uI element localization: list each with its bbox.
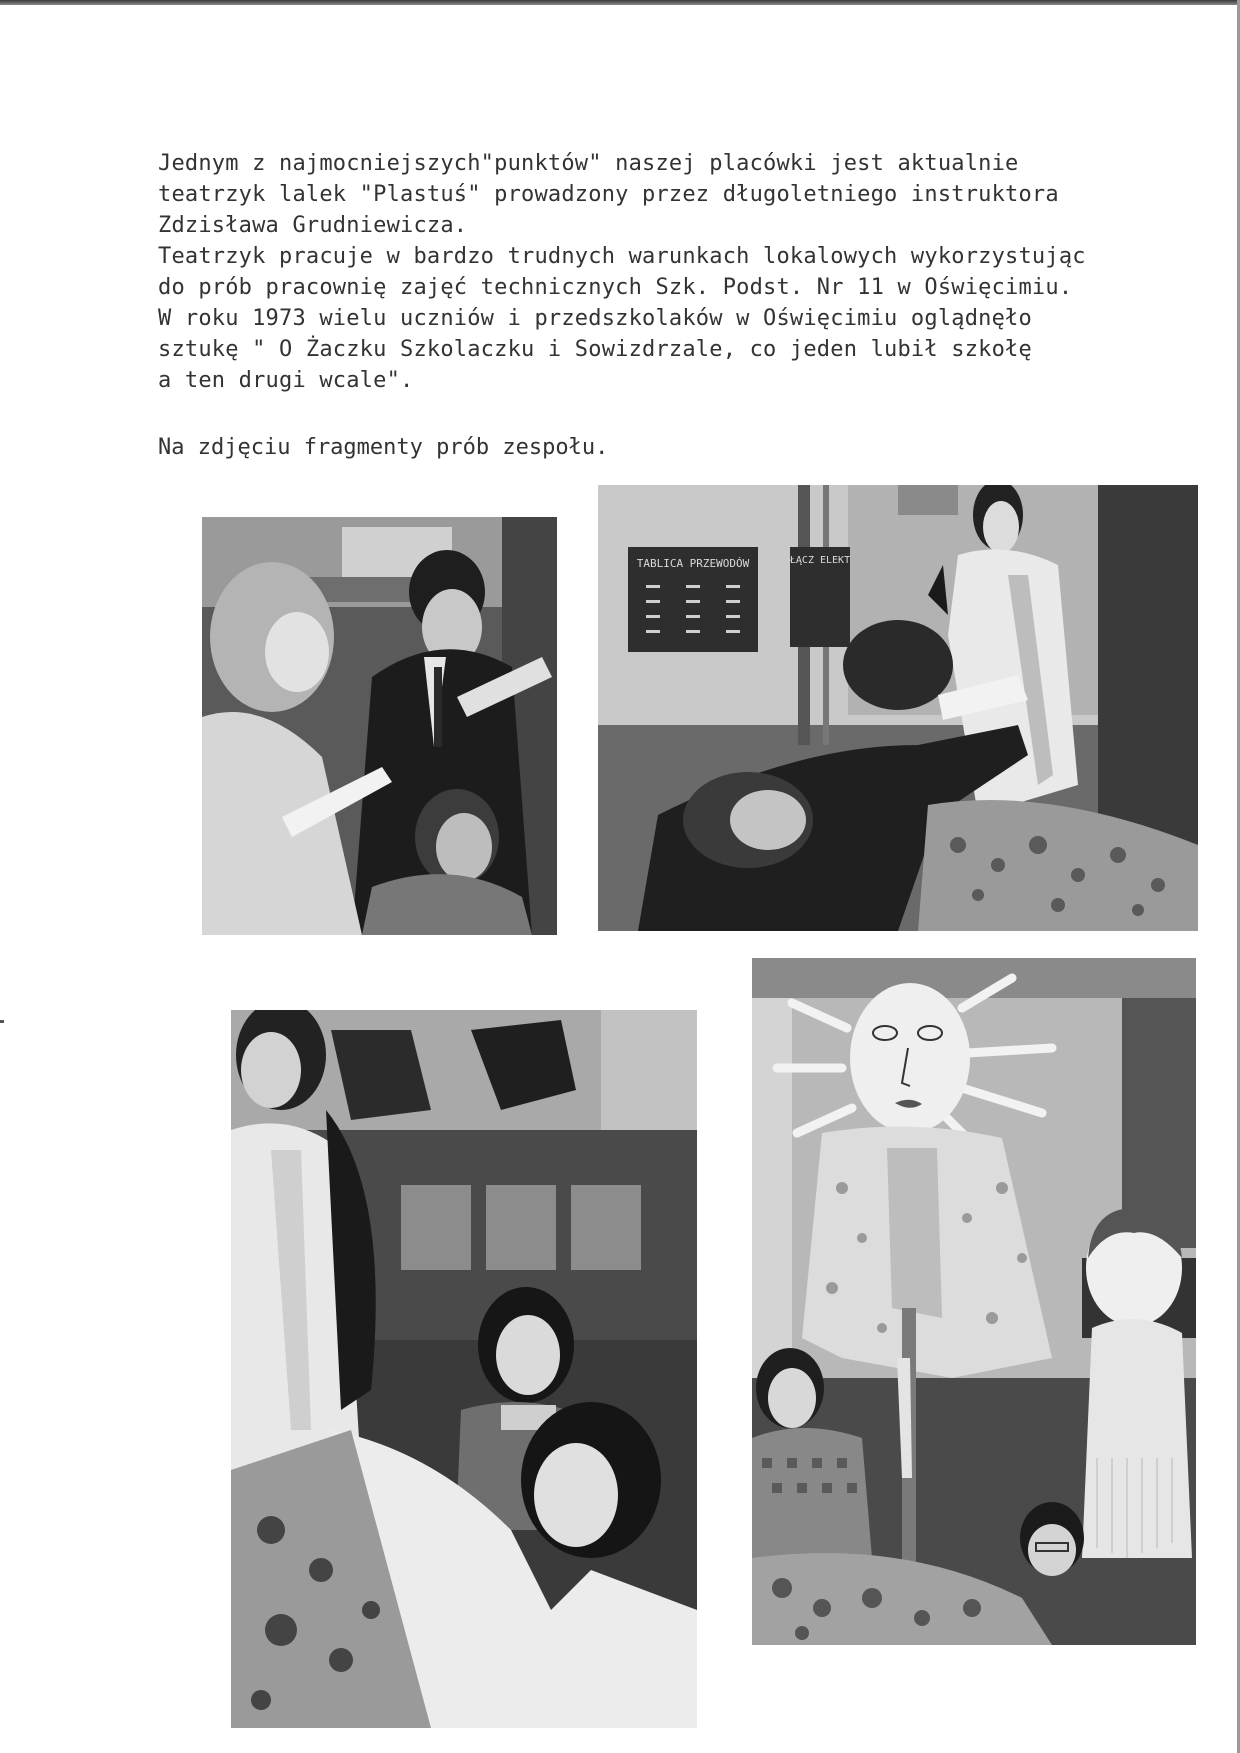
body-line: Zdzisława Grudniewicza. [158, 213, 468, 238]
body-line: Teatrzyk pracuje w bardzo trudnych warunkach lokalowych wykorzystując [158, 244, 1086, 269]
photo-sun-puppet [752, 958, 1196, 1645]
body-line: a ten drugi wcale". [158, 368, 414, 393]
body-line: sztukę " O Żaczku Szkolaczku i Sowizdrzale, co jeden lubił szkołę [158, 337, 1032, 362]
margin-mark [0, 1020, 4, 1023]
photo-caption: Na zdjęciu fragmenty prób zespołu. [158, 435, 609, 460]
photo-instructor-with-girls [202, 517, 557, 935]
photo-sun-puppet-image [752, 958, 1196, 1645]
photo-puppeteer-rehearsal [598, 485, 1198, 931]
body-text [158, 148, 1218, 396]
board-sign-left: TABLICA PRZEWODÓW [636, 557, 750, 570]
board-sign-right: ŁĄCZ ELEKT [789, 555, 851, 566]
photo-girls-with-puppet-image [231, 1010, 697, 1728]
body-line: do prób pracownię zajęć technicznych Szk. Podst. Nr 11 w Oświęcimiu. [158, 275, 1073, 300]
photo-puppeteer-rehearsal-image [598, 485, 1198, 931]
photo-girls-with-puppet [231, 1010, 697, 1728]
body-line: W roku 1973 wielu uczniów i przedszkolaków w Oświęcimiu oglądnęło [158, 306, 1032, 331]
body-line: Jednym z najmocniejszych"punktów" naszej placówki jest aktualnie [158, 151, 1019, 176]
photo-instructor-with-girls-image [202, 517, 557, 935]
scan-top-edge [0, 0, 1240, 5]
body-line: teatrzyk lalek "Plastuś" prowadzony przez długoletniego instruktora [158, 182, 1059, 207]
